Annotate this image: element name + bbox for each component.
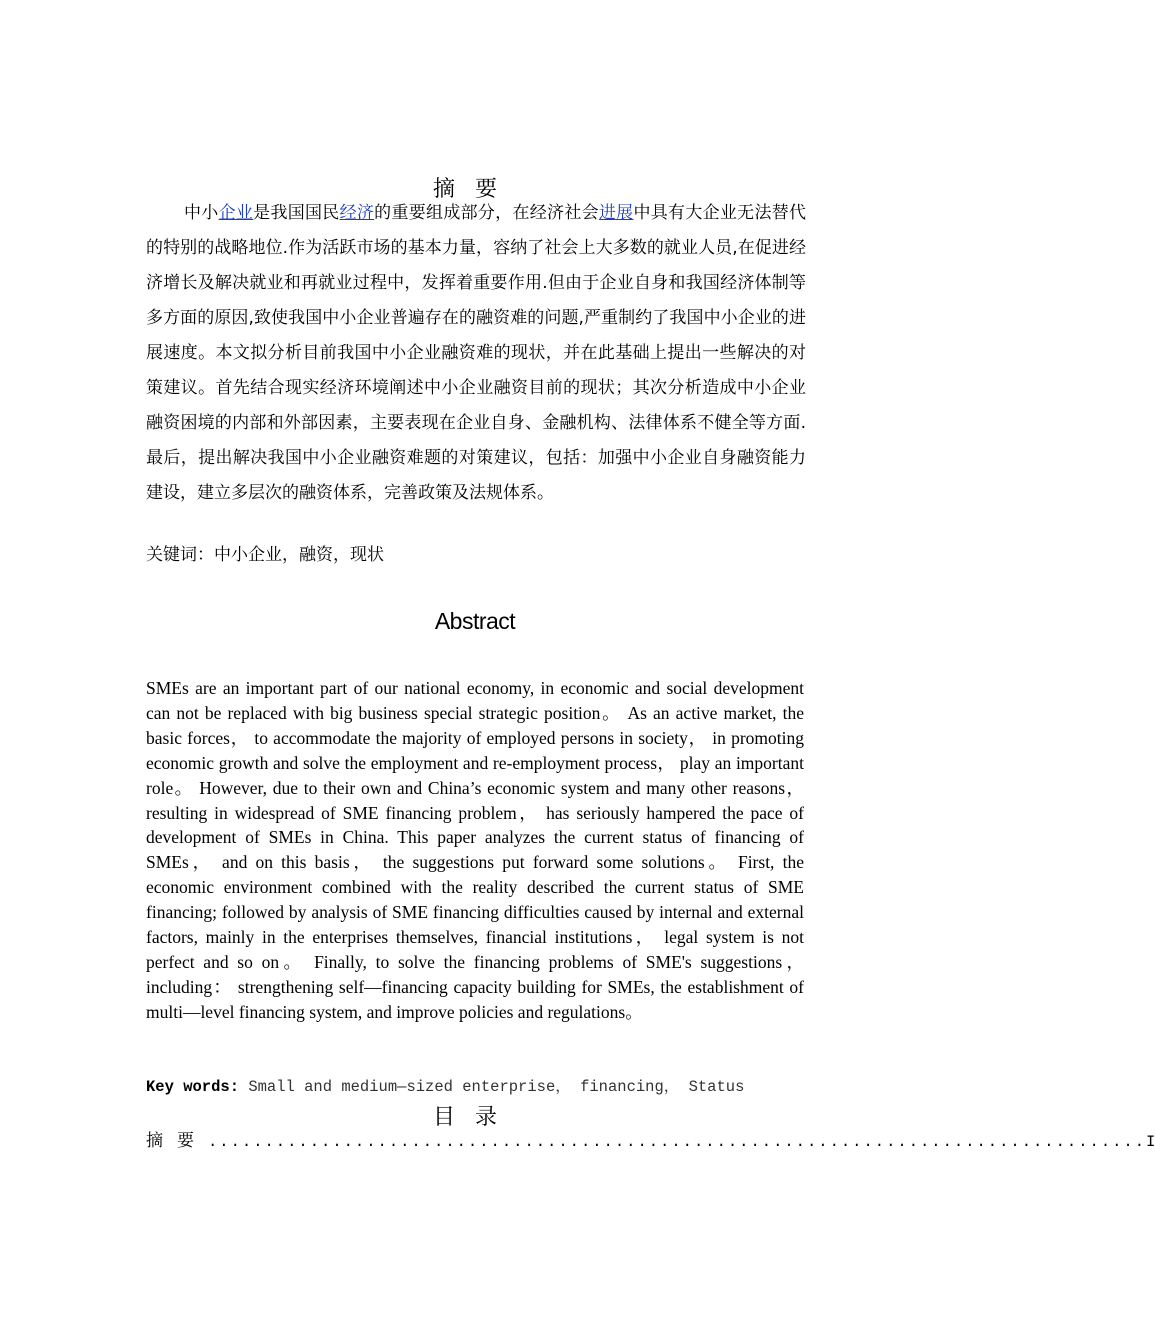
cn-keywords xyxy=(146,540,384,565)
toc-title: 目录 xyxy=(432,1105,517,1130)
link-economy[interactable]: 经济 xyxy=(339,203,375,223)
toc-entry-label: 摘要 xyxy=(146,1131,208,1151)
en-abstract-body: SMEs are an important part of our national economy, in economic and social development can not be replaced with big business special strategic position。 As an active market, the basic forces， to accommodate the majority of employed persons in society， in promoting economic growth and solve the employment and re-employment process， play an important role。 However, due to their own and China’s economic system and many other reasons， resulting in widespread of SME financing problem， has seriously hampered the pace of development of SMEs in China. This paper analyzes the current status of financing of SMEs， and on this basis， the suggestions put forward some solutions。 First, the economic environment combined with the reality described the current status of SME financing; followed by analysis of SME financing difficulties caused by internal and external factors, mainly in the enterprises themselves, financial institutions， legal system is not perfect and so on。 Finally, to solve the financing problems of SME's suggestions， including： strengthening self—financing capacity building for SMEs, the establishment of multi—level financing system, and improve policies and regulations。 xyxy=(146,678,804,1022)
link-development[interactable]: 进展 xyxy=(598,203,634,223)
toc-entry-leader: ................................................................................... xyxy=(208,1133,1147,1151)
cn-abstract-text: 中小 xyxy=(184,203,219,223)
cn-abstract-body xyxy=(146,196,806,511)
cn-abstract-text: 中具有大企业无法替代的特别的战略地位.作为活跃市场的基本力量，容纳了社会上大多数的就业人员,在促进经济增长及解决就业和再就业过程中，发挥着重要作用.但由于企业自身和我国经济体制等多方面的原因,致使我国中小企业普遍存在的融资难的问题,严重制约了我国中小企业的进展速度。本文拟分析目前我国中小企业融资难的现状，并在此基础上提出一些解决的对策建议。首先结合现实经济环境阐述中小企业融资目前的现状；其次分析造成中小企业融资困境的内部和外部因素，主要表现在企业自身、金融机构、法律体系不健全等方面.最后，提出解决我国中小企业融资难题的对策建议，包括：加强中小企业自身融资能力建设，建立多层次的融资体系，完善政策及法规体系。 xyxy=(146,203,807,503)
toc-entry[interactable] xyxy=(146,1126,1155,1151)
toc-entry-page: I xyxy=(1146,1133,1155,1151)
cn-keywords-label: 关键词： xyxy=(146,545,214,565)
cn-abstract-title: 摘要 xyxy=(432,177,517,202)
cn-abstract-text: 是我国国民 xyxy=(253,203,340,223)
en-keywords xyxy=(146,1074,744,1096)
en-abstract-title: Abstract xyxy=(434,608,516,634)
link-enterprise[interactable]: 企业 xyxy=(218,203,254,223)
en-keywords-label: Key words: xyxy=(146,1078,240,1096)
cn-abstract-text: 的重要组成部分，在经济社会 xyxy=(374,203,599,223)
en-keywords-value: Small and medium—sized enterprise， financing， Status xyxy=(239,1078,745,1096)
cn-keywords-value: 中小企业，融资，现状 xyxy=(214,545,384,565)
